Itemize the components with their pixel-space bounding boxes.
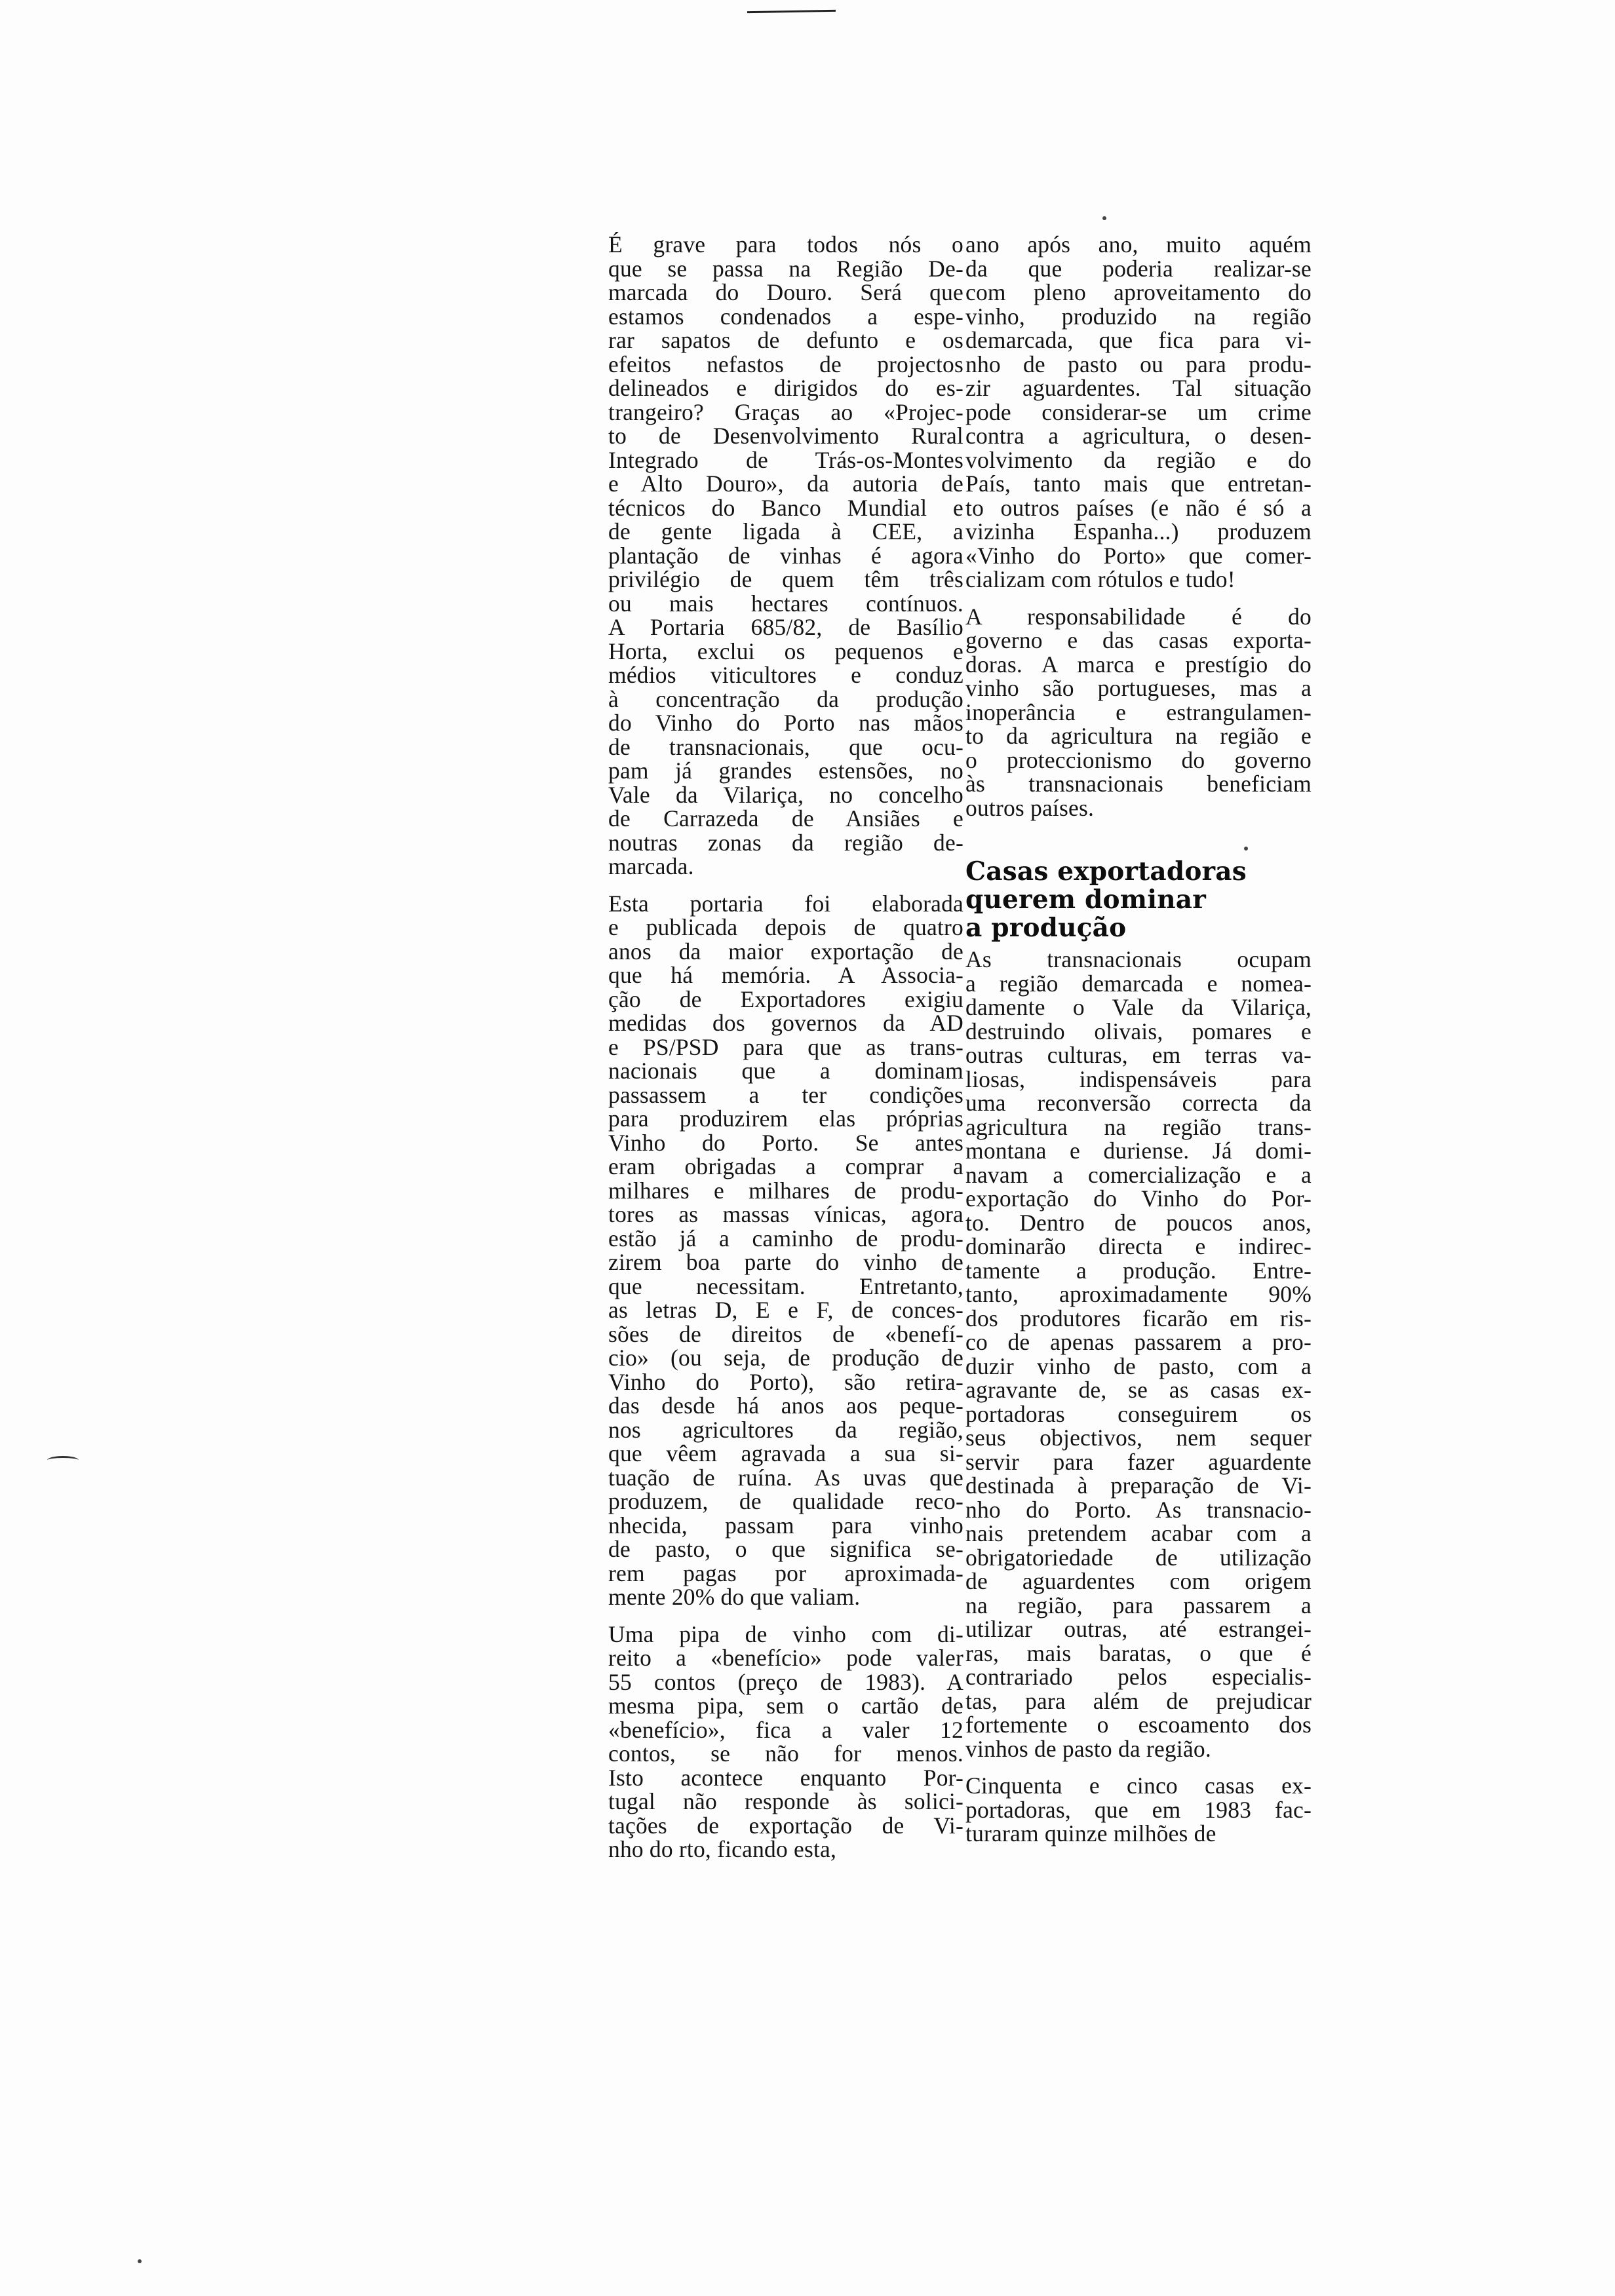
- text-line: Vinho do Porto. Se antes: [608, 1129, 963, 1156]
- text-line: de transnacionais, que ocu-: [608, 733, 963, 760]
- text-line: doras. A marca e prestígio do: [965, 651, 1312, 678]
- text-line: 55 contos (preço de 1983). A: [608, 1668, 963, 1695]
- text-line: volvimento da região e do: [965, 446, 1312, 473]
- text-line: com pleno aproveitamento do: [965, 279, 1312, 305]
- text-line: contos, se não for menos.: [608, 1740, 963, 1767]
- text-line: agricultura na região trans-: [965, 1113, 1312, 1140]
- paragraph: [608, 892, 963, 1609]
- scan-speck: [1102, 216, 1106, 220]
- scan-speck: [138, 2259, 142, 2263]
- text-line: vinhos de pasto da região.: [965, 1735, 1211, 1762]
- text-line: Horta, exclui os pequenos e: [608, 638, 963, 664]
- text-line: zirem boa parte do vinho de: [608, 1249, 963, 1275]
- subheading-line: querem dominar: [965, 885, 1206, 915]
- text-line: vinho são portugueses, mas a: [965, 675, 1312, 701]
- text-line: pode considerar-se um crime: [965, 398, 1312, 425]
- text-line: efeitos nefastos de projectos: [608, 351, 963, 377]
- text-line: para produzirem elas próprias: [608, 1105, 963, 1132]
- subheading-line: Casas exportadoras: [965, 856, 1247, 887]
- text-line: nho do Porto. As transnacio-: [965, 1496, 1312, 1523]
- text-line: marcada.: [608, 853, 694, 879]
- text-line: as letras D, E e F, de conces-: [608, 1297, 963, 1323]
- text-line: Integrado de Trás-os-Montes: [608, 446, 963, 473]
- text-line: contra a agricultura, o desen-: [965, 423, 1312, 449]
- text-line: destinada à preparação de Vi-: [965, 1472, 1312, 1499]
- text-line: que necessitam. Entretanto,: [608, 1272, 963, 1299]
- article-column-right: [965, 233, 1312, 1846]
- paragraph: [965, 605, 1312, 820]
- text-line: reito a «benefício» pode valer: [608, 1645, 963, 1671]
- text-line: to da agricultura na região e: [965, 723, 1312, 749]
- text-line: agravante de, se as casas ex-: [965, 1377, 1312, 1403]
- text-line: inoperância e estrangulamen-: [965, 698, 1312, 725]
- text-line: marcada do Douro. Será que: [608, 279, 963, 305]
- text-line: que vêem agravada a sua si-: [608, 1440, 963, 1466]
- paragraph-gap: [608, 1609, 963, 1622]
- text-line: a região demarcada e nomea-: [965, 970, 1312, 997]
- text-line: da que poderia realizar-se: [965, 255, 1312, 282]
- text-line: to. Dentro de poucos anos,: [965, 1209, 1312, 1236]
- text-line: eram obrigadas a comprar a: [608, 1153, 963, 1179]
- text-line: dos produtores ficarão em ris-: [965, 1305, 1312, 1331]
- text-line: Isto acontece enquanto Por-: [608, 1764, 963, 1791]
- text-line: governo e das casas exporta-: [965, 627, 1312, 653]
- paragraph-gap: [965, 1761, 1312, 1774]
- text-line: que há memória. A Associa-: [608, 962, 963, 988]
- text-line: dominarão directa e indirec-: [965, 1233, 1312, 1259]
- text-line: privilégio de quem têm três: [608, 566, 963, 592]
- text-line: medidas dos governos da AD: [608, 1010, 963, 1036]
- text-line: cio» (ou seja, de produção de: [608, 1345, 963, 1371]
- text-line: de Carrazeda de Ansiães e: [608, 805, 963, 832]
- text-line: estão já a caminho de produ-: [608, 1225, 963, 1252]
- text-line: Vinho do Porto), são retira-: [608, 1368, 963, 1395]
- text-line: o proteccionismo do governo: [965, 746, 1312, 773]
- text-line: ano após ano, muito aquém: [965, 231, 1312, 258]
- text-line: tores as massas vínicas, agora: [608, 1201, 963, 1227]
- text-line: plantação de vinhas é agora: [608, 542, 963, 569]
- text-line: das desde há anos aos peque-: [608, 1392, 963, 1419]
- text-line: nho do rto, ficando esta,: [608, 1836, 837, 1862]
- text-line: sões de direitos de «benefí-: [608, 1320, 963, 1347]
- paragraph: [965, 233, 1312, 592]
- text-line: ção de Exportadores exigiu: [608, 985, 963, 1012]
- text-line: demarcada, que fica para vi-: [965, 327, 1312, 353]
- text-line: de gente ligada à CEE, a: [608, 518, 963, 545]
- text-line: A responsabilidade é do: [965, 603, 1312, 630]
- text-line: nacionais que a dominam: [608, 1058, 963, 1084]
- text-line: e Alto Douro», da autoria de: [608, 470, 963, 497]
- text-line: milhares e milhares de produ-: [608, 1177, 963, 1204]
- text-line: de aguardentes com origem: [965, 1568, 1312, 1594]
- text-line: portadoras conseguirem os: [965, 1400, 1312, 1427]
- text-line: na região, para passarem a: [965, 1592, 1312, 1618]
- section-subheading: [965, 858, 1312, 942]
- text-line: vizinha Espanha...) produzem: [965, 518, 1312, 545]
- text-line: vinho, produzido na região: [965, 303, 1312, 330]
- text-line: duzir vinho de pasto, com a: [965, 1352, 1312, 1379]
- paragraph: [965, 947, 1312, 1761]
- text-line: rem pagas por aproximada-: [608, 1559, 963, 1586]
- text-line: damente o Vale da Vilariça,: [965, 994, 1312, 1020]
- text-line: turaram quinze milhões de: [965, 1820, 1216, 1846]
- text-line: É grave para todos nós o: [608, 231, 963, 258]
- text-line: liosas, indispensáveis para: [965, 1065, 1312, 1092]
- text-line: tugal não responde às solici-: [608, 1788, 963, 1814]
- text-line: cializam com rótulos e tudo!: [965, 566, 1236, 592]
- text-line: As transnacionais ocupam: [965, 946, 1312, 972]
- text-line: passassem a ter condições: [608, 1081, 963, 1108]
- text-line: ras, mais baratas, o que é: [965, 1639, 1312, 1666]
- text-line: rar sapatos de defunto e os: [608, 327, 963, 353]
- text-line: tuação de ruína. As uvas que: [608, 1464, 963, 1491]
- text-line: fortemente o escoamento dos: [965, 1712, 1312, 1738]
- text-line: «benefício», fica a valer 12: [608, 1716, 963, 1743]
- text-line: servir para fazer aguardente: [965, 1448, 1312, 1475]
- text-line: pam já grandes estensões, no: [608, 757, 963, 784]
- text-line: to outros países (e não é só a: [965, 494, 1312, 521]
- scan-mark-top: [747, 10, 836, 13]
- text-line: tações de exportação de Vi-: [608, 1812, 963, 1839]
- text-line: mente 20% do que valiam.: [608, 1584, 861, 1610]
- paragraph: [608, 233, 963, 879]
- text-line: às transnacionais beneficiam: [965, 771, 1312, 797]
- text-line: Vale da Vilariça, no concelho: [608, 781, 963, 808]
- text-line: e publicada depois de quatro: [608, 914, 963, 940]
- text-line: outros países.: [965, 794, 1095, 821]
- text-line: zir aguardentes. Tal situação: [965, 375, 1312, 401]
- text-line: nos agricultores da região,: [608, 1416, 963, 1443]
- text-line: técnicos do Banco Mundial e: [608, 494, 963, 521]
- text-line: ou mais hectares contínuos.: [608, 590, 963, 617]
- text-line: co de apenas passarem a pro-: [965, 1329, 1312, 1355]
- text-line: exportação do Vinho do Por-: [965, 1185, 1312, 1212]
- scan-mark-left: [47, 1456, 79, 1464]
- text-line: noutras zonas da região de-: [608, 829, 963, 856]
- text-line: mesma pipa, sem o cartão de: [608, 1693, 963, 1719]
- text-line: portadoras, que em 1983 fac-: [965, 1796, 1312, 1823]
- article-column-left: [608, 233, 963, 1862]
- text-line: anos da maior exportação de: [608, 938, 963, 965]
- text-line: «Vinho do Porto» que comer-: [965, 542, 1312, 569]
- text-line: produzem, de qualidade reco-: [608, 1488, 963, 1514]
- text-line: montana e duriense. Já domi-: [965, 1138, 1312, 1164]
- text-line: navam a comercialização e a: [965, 1161, 1312, 1188]
- text-line: obrigatoriedade de utilização: [965, 1544, 1312, 1571]
- subheading-line: a produção: [965, 913, 1127, 943]
- text-line: uma reconversão correcta da: [965, 1090, 1312, 1116]
- text-line: tanto, aproximadamente 90%: [965, 1281, 1312, 1307]
- text-line: trangeiro? Graças ao «Projec-: [608, 398, 963, 425]
- text-line: de pasto, o que significa se-: [608, 1536, 963, 1562]
- text-line: tas, para além de prejudicar: [965, 1687, 1312, 1714]
- text-line: utilizar outras, até estrangei-: [965, 1616, 1312, 1642]
- text-line: estamos condenados a espe-: [608, 303, 963, 330]
- text-line: nais pretendem acabar com a: [965, 1520, 1312, 1546]
- text-line: médios viticultores e conduz: [608, 662, 963, 688]
- text-line: contrariado pelos especialis-: [965, 1664, 1312, 1690]
- text-line: nho de pasto ou para produ-: [965, 351, 1312, 377]
- text-line: Esta portaria foi elaborada: [608, 890, 963, 917]
- text-line: tamente a produção. Entre-: [965, 1257, 1312, 1284]
- text-line: que se passa na Região De-: [608, 255, 963, 282]
- text-line: A Portaria 685/82, de Basílio: [608, 614, 963, 640]
- text-line: Cinquenta e cinco casas ex-: [965, 1772, 1312, 1799]
- text-line: País, tanto mais que entretan-: [965, 470, 1312, 497]
- text-line: à concentração da produção: [608, 685, 963, 712]
- text-line: destruindo olivais, pomares e: [965, 1018, 1312, 1044]
- paragraph: [608, 1622, 963, 1862]
- text-line: seus objectivos, nem sequer: [965, 1425, 1312, 1451]
- text-line: outras culturas, em terras va-: [965, 1042, 1312, 1068]
- text-line: delineados e dirigidos do es-: [608, 375, 963, 401]
- text-line: e PS/PSD para que as trans-: [608, 1033, 963, 1060]
- text-line: do Vinho do Porto nas mãos: [608, 710, 963, 736]
- text-line: nhecida, passam para vinho: [608, 1512, 963, 1539]
- text-line: Uma pipa de vinho com di-: [608, 1620, 963, 1647]
- paragraph-gap: [608, 879, 963, 892]
- paragraph-gap: [965, 592, 1312, 605]
- text-line: to de Desenvolvimento Rural: [608, 423, 963, 449]
- paragraph: [965, 1774, 1312, 1846]
